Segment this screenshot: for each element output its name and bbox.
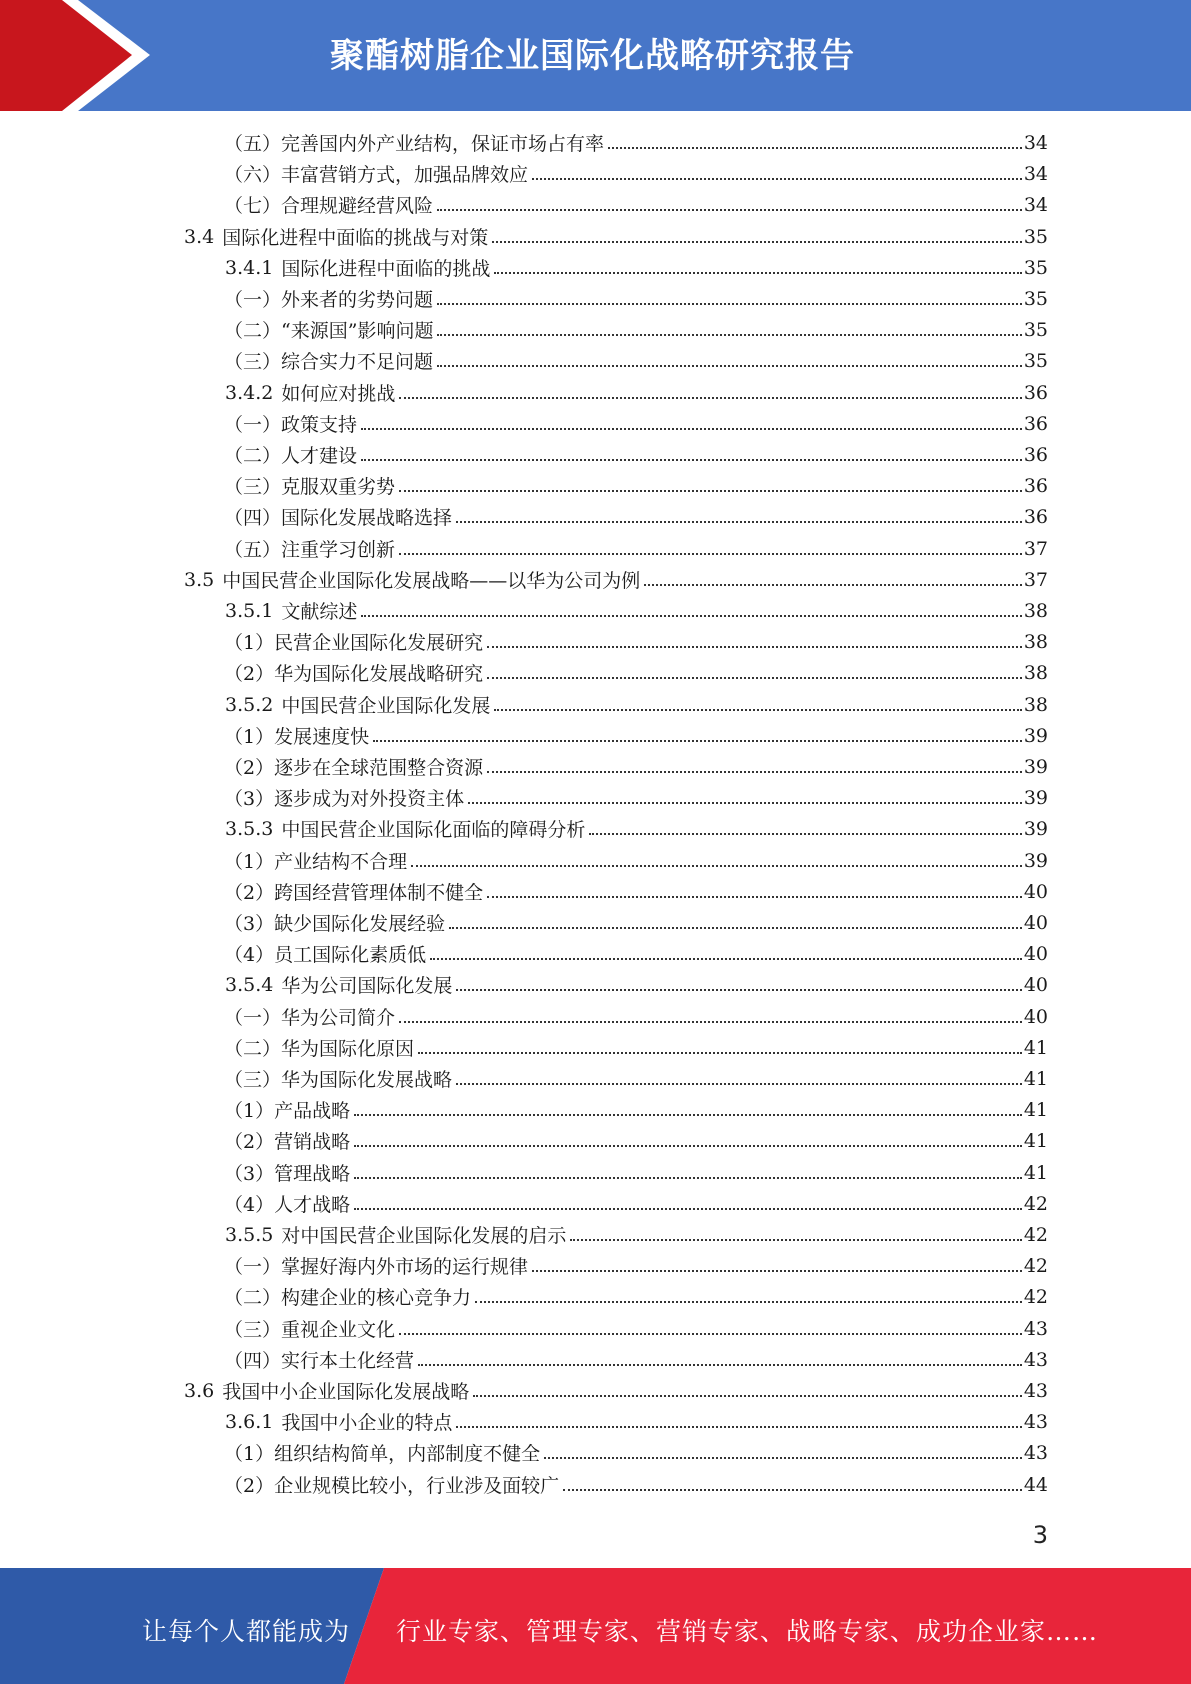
page-header xyxy=(0,0,1191,111)
toc-entry-title: 华为国际化发展战略 xyxy=(281,1069,453,1091)
toc-entry-number: 3.6 xyxy=(184,1379,215,1402)
toc-leader-dots xyxy=(449,927,1022,929)
toc-entry-page: 39 xyxy=(1023,755,1048,778)
toc-leader-dots xyxy=(399,1021,1022,1023)
toc-entry-title: 华为国际化发展战略研究 xyxy=(274,663,484,685)
toc-entry-page: 43 xyxy=(1023,1348,1048,1371)
toc-entry[interactable] xyxy=(225,969,1048,1000)
toc-leader-dots xyxy=(354,1114,1022,1116)
toc-entry-number: （六） xyxy=(224,164,282,186)
toc-entry-title: 国际化发展战略选择 xyxy=(281,507,453,529)
toc-entry-number: （1） xyxy=(224,1443,275,1465)
toc-entry[interactable] xyxy=(224,439,1048,470)
footer-slogan-right: 行业专家、管理专家、营销专家、战略专家、成功企业家…… xyxy=(396,1617,1099,1646)
toc-entry-page: 36 xyxy=(1023,381,1048,404)
toc-leader-dots xyxy=(589,833,1021,835)
toc-entry[interactable] xyxy=(224,751,1048,782)
toc-leader-dots xyxy=(399,397,1021,399)
toc-entry-number: （二） xyxy=(224,445,282,467)
toc-entry-number: 3.6.1 xyxy=(225,1410,274,1433)
toc-entry[interactable] xyxy=(224,1094,1048,1125)
toc-entry-number: 3.5.5 xyxy=(225,1223,274,1246)
toc-leader-dots xyxy=(437,334,1021,336)
toc-entry[interactable] xyxy=(224,408,1048,439)
toc-entry-page: 39 xyxy=(1023,817,1048,840)
toc-entry[interactable] xyxy=(225,595,1048,626)
toc-entry[interactable] xyxy=(225,689,1048,720)
toc-entry[interactable] xyxy=(224,938,1048,969)
toc-entry[interactable] xyxy=(224,283,1048,314)
toc-entry-page: 34 xyxy=(1023,131,1048,154)
toc-entry[interactable] xyxy=(224,720,1048,751)
toc-entry-number: 3.5.4 xyxy=(225,973,274,996)
toc-entry-number: （2） xyxy=(224,663,275,685)
toc-entry-number: （2） xyxy=(224,882,275,904)
toc-entry-number: （五） xyxy=(224,539,282,561)
toc-entry[interactable] xyxy=(224,1437,1048,1468)
toc-leader-dots xyxy=(399,553,1022,555)
toc-entry-number: （三） xyxy=(224,351,282,373)
toc-entry-title: 人才建设 xyxy=(281,445,358,467)
toc-entry-title: 华为公司国际化发展 xyxy=(281,975,453,997)
toc-leader-dots xyxy=(644,584,1022,586)
toc-entry-page: 36 xyxy=(1023,505,1048,528)
toc-entry-number: 3.5.1 xyxy=(225,599,274,622)
toc-entry-page: 42 xyxy=(1023,1254,1048,1277)
toc-entry-number: 3.4.2 xyxy=(225,381,274,404)
toc-entry[interactable] xyxy=(224,782,1048,813)
toc-entry-page: 38 xyxy=(1023,661,1048,684)
toc-entry[interactable] xyxy=(224,1001,1048,1032)
toc-entry-number: （一） xyxy=(224,414,282,436)
toc-entry-number: （四） xyxy=(224,507,282,529)
toc-entry-number: （三） xyxy=(224,1319,282,1341)
toc-leader-dots xyxy=(399,490,1022,492)
toc-entry-title: 发展速度快 xyxy=(274,726,370,748)
toc-entry[interactable] xyxy=(224,1281,1048,1312)
toc-entry-number: （二） xyxy=(224,1038,282,1060)
report-title: 聚酯树脂企业国际化战略研究报告 xyxy=(330,36,855,76)
toc-entry-page: 38 xyxy=(1023,693,1048,716)
toc-entry-title: 重视企业文化 xyxy=(281,1319,396,1341)
toc-entry-number: 3.4.1 xyxy=(225,256,274,279)
toc-leader-dots xyxy=(354,1177,1022,1179)
toc-entry-title: 华为国际化原因 xyxy=(281,1038,415,1060)
toc-entry-page: 40 xyxy=(1023,973,1048,996)
toc-entry-title: 民营企业国际化发展研究 xyxy=(274,632,484,654)
toc-entry-page: 38 xyxy=(1023,599,1048,622)
toc-leader-dots xyxy=(475,1301,1022,1303)
toc-leader-dots xyxy=(544,1457,1022,1459)
toc-entry-page: 43 xyxy=(1023,1379,1048,1402)
toc-entry[interactable] xyxy=(224,1469,1048,1500)
toc-leader-dots xyxy=(456,521,1022,523)
toc-entry-page: 34 xyxy=(1023,193,1048,216)
toc-entry-title: 营销战略 xyxy=(274,1131,351,1153)
toc-entry-number: （二） xyxy=(224,1287,282,1309)
toc-entry[interactable] xyxy=(224,1344,1048,1375)
toc-leader-dots xyxy=(361,615,1021,617)
toc-entry-number: （1） xyxy=(224,851,275,873)
toc-entry[interactable] xyxy=(224,1250,1048,1281)
toc-leader-dots xyxy=(494,272,1021,274)
toc-entry-title: 人才战略 xyxy=(274,1194,351,1216)
toc-entry-title: 产业结构不合理 xyxy=(274,851,408,873)
toc-entry-title: 政策支持 xyxy=(281,414,358,436)
toc-entry-number: 3.5 xyxy=(184,568,215,591)
toc-entry-title: 克服双重劣势 xyxy=(281,476,396,498)
toc-entry-title: 组织结构简单，内部制度不健全 xyxy=(274,1443,541,1465)
toc-entry-page: 37 xyxy=(1023,568,1048,591)
toc-leader-dots xyxy=(361,428,1022,430)
toc-entry[interactable] xyxy=(224,470,1048,501)
toc-entry-page: 35 xyxy=(1023,256,1048,279)
toc-entry[interactable] xyxy=(224,1157,1048,1188)
toc-entry-title: 合理规避经营风险 xyxy=(281,195,434,217)
toc-leader-dots xyxy=(494,709,1021,711)
toc-leader-dots xyxy=(487,896,1022,898)
toc-entry[interactable] xyxy=(224,533,1048,564)
toc-entry-number: （1） xyxy=(224,1100,275,1122)
toc-entry-number: （七） xyxy=(224,195,282,217)
toc-entry-page: 42 xyxy=(1023,1223,1048,1246)
toc-entry[interactable] xyxy=(224,1125,1048,1156)
toc-entry-page: 36 xyxy=(1023,412,1048,435)
toc-entry[interactable] xyxy=(224,501,1048,532)
toc-entry-page: 40 xyxy=(1023,1005,1048,1028)
toc-entry-title: 综合实力不足问题 xyxy=(281,351,434,373)
toc-leader-dots xyxy=(532,178,1022,180)
toc-entry-title: 对中国民营企业国际化发展的启示 xyxy=(281,1225,567,1247)
toc-entry-number: （三） xyxy=(224,1069,282,1091)
toc-leader-dots xyxy=(354,1145,1022,1147)
toc-leader-dots xyxy=(418,1052,1022,1054)
toc-leader-dots xyxy=(473,1395,1022,1397)
toc-entry-title: 完善国内外产业结构，保证市场占有率 xyxy=(281,133,605,155)
toc-entry-number: （3） xyxy=(224,913,275,935)
toc-leader-dots xyxy=(492,241,1022,243)
toc-entry-title: 如何应对挑战 xyxy=(281,383,396,405)
toc-entry-page: 41 xyxy=(1023,1161,1048,1184)
toc-entry-page: 34 xyxy=(1023,162,1048,185)
toc-entry-number: （3） xyxy=(224,788,275,810)
toc-leader-dots xyxy=(361,459,1022,461)
page-footer xyxy=(0,1568,1191,1684)
toc-entry-page: 36 xyxy=(1023,474,1048,497)
toc-entry-title: 国际化进程中面临的挑战与对策 xyxy=(222,227,489,249)
toc-entry-number: （三） xyxy=(224,476,282,498)
toc-entry[interactable] xyxy=(224,1313,1048,1344)
toc-leader-dots xyxy=(456,1083,1022,1085)
toc-entry[interactable] xyxy=(224,657,1048,688)
toc-entry-number: （1） xyxy=(224,726,275,748)
toc-entry-title: 管理战略 xyxy=(274,1163,351,1185)
toc-entry-title: 缺少国际化发展经验 xyxy=(274,913,446,935)
toc-entry-number: （四） xyxy=(224,1350,282,1372)
toc-entry-number: （一） xyxy=(224,1007,282,1029)
toc-entry-page: 39 xyxy=(1023,849,1048,872)
toc-entry-title: 我国中小企业的特点 xyxy=(281,1412,453,1434)
toc-entry-page: 44 xyxy=(1023,1473,1048,1496)
toc-entry-page: 35 xyxy=(1023,225,1048,248)
toc-entry-number: （2） xyxy=(224,1131,275,1153)
toc-leader-dots xyxy=(373,740,1022,742)
toc-entry[interactable] xyxy=(184,564,1048,595)
toc-entry-page: 41 xyxy=(1023,1098,1048,1121)
toc-leader-dots xyxy=(354,1208,1022,1210)
toc-entry-page: 39 xyxy=(1023,786,1048,809)
toc-leader-dots xyxy=(399,1333,1022,1335)
toc-entry-title: 国际化进程中面临的挑战 xyxy=(281,258,491,280)
toc-entry-number: （2） xyxy=(224,757,275,779)
toc-entry[interactable] xyxy=(225,252,1048,283)
toc-entry-number: （一） xyxy=(224,289,282,311)
toc-entry-title: 构建企业的核心竞争力 xyxy=(281,1287,472,1309)
toc-leader-dots xyxy=(456,1426,1021,1428)
toc-entry-title: 中国民营企业国际化发展 xyxy=(281,695,491,717)
toc-entry[interactable] xyxy=(224,158,1048,189)
toc-leader-dots xyxy=(437,209,1022,211)
toc-entry[interactable] xyxy=(224,876,1048,907)
toc-entry-page: 40 xyxy=(1023,880,1048,903)
toc-entry-page: 38 xyxy=(1023,630,1048,653)
toc-entry[interactable] xyxy=(184,221,1048,252)
toc-entry-title: “来源国”影响问题 xyxy=(281,320,434,342)
toc-leader-dots xyxy=(487,646,1022,648)
toc-entry-page: 42 xyxy=(1023,1285,1048,1308)
toc-entry[interactable] xyxy=(225,813,1048,844)
toc-entry[interactable] xyxy=(224,845,1048,876)
toc-entry-page: 35 xyxy=(1023,287,1048,310)
toc-entry[interactable] xyxy=(224,345,1048,376)
toc-entry[interactable] xyxy=(184,1375,1048,1406)
toc-entry-page: 37 xyxy=(1023,537,1048,560)
toc-entry-title: 丰富营销方式，加强品牌效应 xyxy=(281,164,529,186)
toc-entry-page: 41 xyxy=(1023,1129,1048,1152)
toc-entry[interactable] xyxy=(224,1063,1048,1094)
toc-leader-dots xyxy=(411,865,1022,867)
toc-leader-dots xyxy=(608,147,1022,149)
toc-entry[interactable] xyxy=(224,127,1048,158)
toc-leader-dots xyxy=(437,303,1022,305)
toc-entry-title: 我国中小企业国际化发展战略 xyxy=(222,1381,470,1403)
toc-entry-title: 逐步成为对外投资主体 xyxy=(274,788,465,810)
toc-entry-title: 逐步在全球范围整合资源 xyxy=(274,757,484,779)
toc-entry-title: 外来者的劣势问题 xyxy=(281,289,434,311)
toc-entry-page: 41 xyxy=(1023,1067,1048,1090)
toc-entry-page: 40 xyxy=(1023,942,1048,965)
toc-entry-title: 实行本土化经营 xyxy=(281,1350,415,1372)
toc-entry-title: 注重学习创新 xyxy=(281,539,396,561)
toc-entry-title: 掌握好海内外市场的运行规律 xyxy=(281,1256,529,1278)
toc-leader-dots xyxy=(570,1239,1021,1241)
toc-leader-dots xyxy=(456,989,1021,991)
toc-leader-dots xyxy=(468,802,1022,804)
toc-entry-number: 3.5.3 xyxy=(225,817,274,840)
toc-entry-number: 3.5.2 xyxy=(225,693,274,716)
toc-entry-title: 中国民营企业国际化面临的障碍分析 xyxy=(281,819,586,841)
toc-leader-dots xyxy=(437,365,1022,367)
toc-leader-dots xyxy=(563,1489,1022,1491)
toc-entry-number: （二） xyxy=(224,320,282,342)
toc-entry-title: 产品战略 xyxy=(274,1100,351,1122)
toc-entry-number: （五） xyxy=(224,133,282,155)
toc-entry[interactable] xyxy=(224,314,1048,345)
toc-entry-title: 华为公司简介 xyxy=(281,1007,396,1029)
toc-entry-number: （2） xyxy=(224,1475,275,1497)
toc-entry[interactable] xyxy=(224,1188,1048,1219)
toc-entry-number: 3.4 xyxy=(184,225,215,248)
toc-entry-title: 中国民营企业国际化发展战略——以华为公司为例 xyxy=(222,570,641,592)
toc-entry-title: 员工国际化素质低 xyxy=(274,944,427,966)
toc-leader-dots xyxy=(532,1270,1022,1272)
toc-entry-title: 企业规模比较小，行业涉及面较广 xyxy=(274,1475,560,1497)
toc-leader-dots xyxy=(487,771,1022,773)
toc-entry-page: 39 xyxy=(1023,724,1048,747)
page-number: 3 xyxy=(1032,1521,1048,1549)
toc-leader-dots xyxy=(487,677,1022,679)
toc-entry[interactable] xyxy=(224,907,1048,938)
toc-entry[interactable] xyxy=(225,1219,1048,1250)
toc-entry-number: （4） xyxy=(224,944,275,966)
footer-slogan-left: 让每个人都能成为 xyxy=(142,1617,351,1646)
toc-entry-page: 35 xyxy=(1023,318,1048,341)
toc-entry[interactable] xyxy=(224,189,1048,220)
toc-entry-page: 40 xyxy=(1023,911,1048,934)
toc-entry-title: 跨国经营管理体制不健全 xyxy=(274,882,484,904)
toc-entry[interactable] xyxy=(225,1406,1048,1437)
toc-entry-page: 43 xyxy=(1023,1441,1048,1464)
toc-entry-page: 42 xyxy=(1023,1192,1048,1215)
toc-entry-number: （1） xyxy=(224,632,275,654)
toc-entry-title: 文献综述 xyxy=(281,601,358,623)
toc-entry[interactable] xyxy=(224,626,1048,657)
toc-entry-page: 43 xyxy=(1023,1317,1048,1340)
toc-entry-page: 35 xyxy=(1023,349,1048,372)
toc-entry[interactable] xyxy=(225,377,1048,408)
toc-entry[interactable] xyxy=(224,1032,1048,1063)
toc-entry-page: 43 xyxy=(1023,1410,1048,1433)
toc-entry-number: （4） xyxy=(224,1194,275,1216)
toc-entry-page: 36 xyxy=(1023,443,1048,466)
toc-leader-dots xyxy=(418,1364,1022,1366)
toc-leader-dots xyxy=(430,958,1022,960)
toc-entry-number: （一） xyxy=(224,1256,282,1278)
toc-entry-number: （3） xyxy=(224,1163,275,1185)
toc-entry-page: 41 xyxy=(1023,1036,1048,1059)
